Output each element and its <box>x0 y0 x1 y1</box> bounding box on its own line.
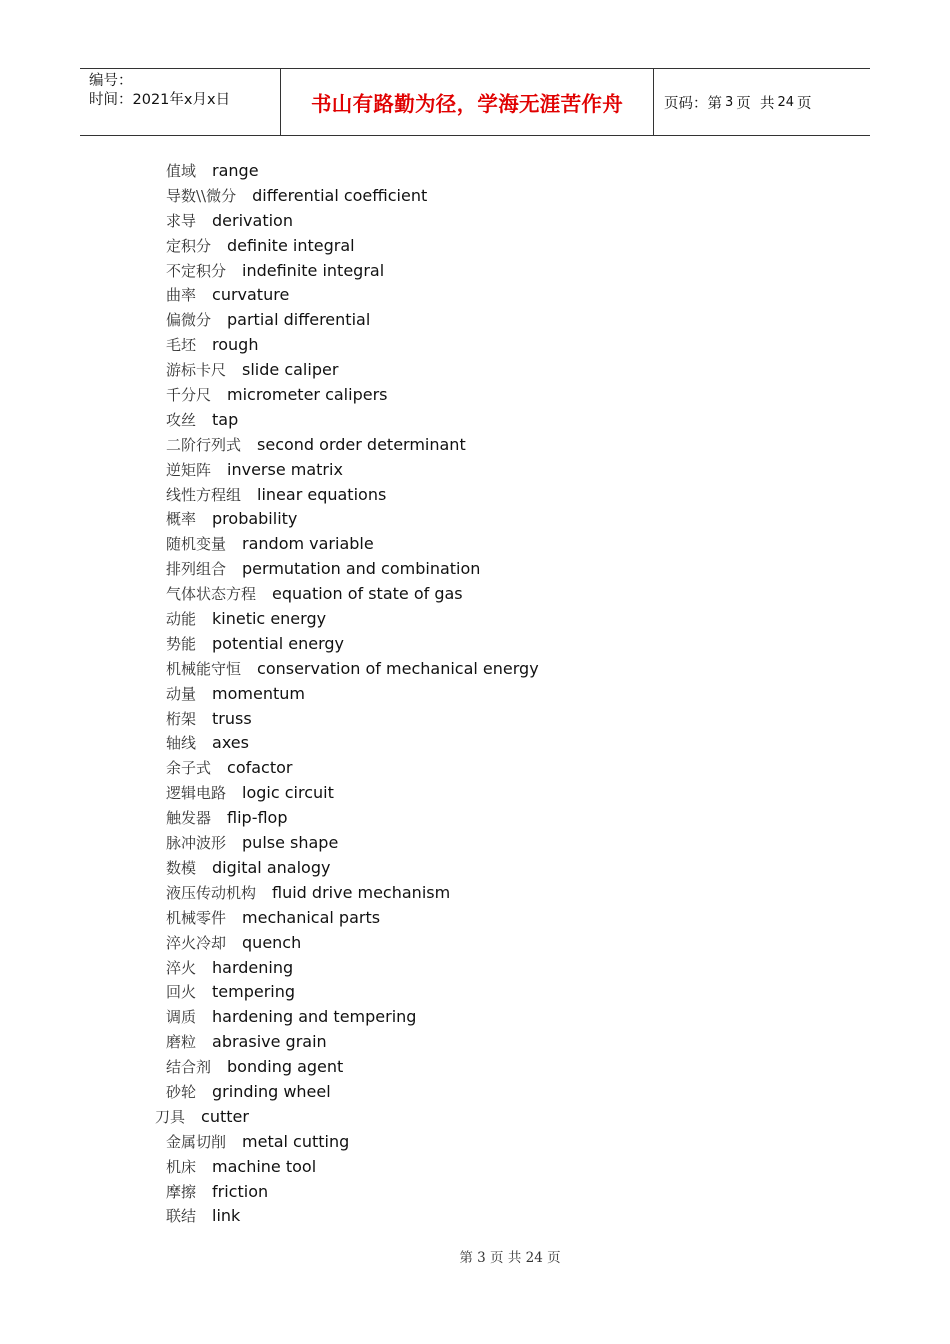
term-chinese: 逻辑电路 <box>166 784 227 803</box>
term-english: conservation of mechanical energy <box>257 658 539 678</box>
term-chinese: 二阶行列式 <box>166 435 242 454</box>
list-item <box>0 1005 950 1030</box>
term-chinese: 概率 <box>166 510 197 529</box>
term-english: kinetic energy <box>212 609 327 629</box>
term-chinese: 桁架 <box>166 709 197 728</box>
serial-number-label: 编号： <box>89 73 133 89</box>
list-item <box>0 458 950 483</box>
header-page-indicator <box>654 69 870 135</box>
term-chinese: 偏微分 <box>166 311 212 330</box>
term-english: range <box>212 161 259 180</box>
list-item <box>0 358 950 383</box>
term-chinese: 势能 <box>166 634 197 653</box>
term-chinese: 动能 <box>166 610 197 629</box>
term-english: tempering <box>212 982 296 1002</box>
term-chinese: 导数\\微分 <box>166 186 237 205</box>
list-item <box>0 856 950 881</box>
term-chinese: 随机变量 <box>166 535 227 554</box>
term-english: grinding wheel <box>212 1081 331 1101</box>
term-english: cofactor <box>227 758 293 778</box>
term-chinese: 气体状态方程 <box>166 585 257 604</box>
list-item <box>0 383 950 408</box>
term-chinese: 值域 <box>166 162 197 180</box>
list-item <box>0 632 950 657</box>
list-item <box>0 657 950 682</box>
list-item <box>0 906 950 931</box>
term-chinese: 淬火 <box>166 958 197 977</box>
list-item <box>0 707 950 732</box>
term-english: link <box>212 1206 241 1226</box>
list-item <box>0 931 950 956</box>
list-item <box>0 234 950 259</box>
term-chinese: 游标卡尺 <box>166 361 227 380</box>
term-english: fluid drive mechanism <box>272 882 451 902</box>
list-item <box>0 483 950 508</box>
term-english: digital analogy <box>212 857 331 877</box>
page-suffix: 页 <box>797 95 812 112</box>
term-english: momentum <box>212 683 305 703</box>
term-chinese: 数模 <box>166 858 197 877</box>
term-chinese: 逆矩阵 <box>166 460 212 479</box>
term-english: potential energy <box>212 633 345 653</box>
term-english: partial differential <box>227 310 371 330</box>
term-english: second order determinant <box>257 434 466 454</box>
term-chinese: 机械能守恒 <box>166 659 242 678</box>
term-english: indefinite integral <box>242 260 385 280</box>
list-item <box>0 806 950 831</box>
term-chinese: 回火 <box>166 983 197 1002</box>
term-english: equation of state of gas <box>272 584 463 604</box>
page-current: 3 <box>725 94 734 110</box>
term-chinese: 排列组合 <box>166 560 227 579</box>
term-chinese: 联结 <box>166 1207 197 1226</box>
list-item <box>0 1080 950 1105</box>
term-english: pulse shape <box>242 833 339 853</box>
term-english: quench <box>242 932 302 952</box>
term-chinese: 磨粒 <box>166 1033 197 1052</box>
term-english: truss <box>212 708 252 728</box>
list-item <box>0 308 950 333</box>
term-english: abrasive grain <box>212 1032 327 1052</box>
term-english: logic circuit <box>242 783 334 803</box>
term-english: derivation <box>212 210 293 230</box>
list-item <box>0 831 950 856</box>
list-item <box>0 731 950 756</box>
term-english: definite integral <box>227 235 355 255</box>
term-english: differential coefficient <box>252 185 428 205</box>
list-item <box>0 159 950 184</box>
term-chinese: 余子式 <box>166 759 212 778</box>
term-english: cutter <box>201 1106 249 1126</box>
list-item <box>0 433 950 458</box>
term-english: bonding agent <box>227 1057 344 1077</box>
header-motto: 书山有路勤为径，学海无涯苦作舟 <box>281 69 654 135</box>
term-english: flip-flop <box>227 808 288 828</box>
term-english: hardening <box>212 957 294 977</box>
list-item <box>0 1155 950 1180</box>
list-item <box>0 1105 950 1130</box>
list-item <box>0 980 950 1005</box>
list-item <box>0 582 950 607</box>
term-english: random variable <box>242 534 374 554</box>
term-chinese: 金属切削 <box>166 1132 227 1151</box>
page-footer: 第 3 页 共 24 页 <box>459 1250 561 1266</box>
list-item <box>0 259 950 284</box>
page-header <box>80 68 870 136</box>
list-item <box>0 283 950 308</box>
term-english: permutation and combination <box>242 559 481 579</box>
term-chinese: 刀具 <box>155 1107 186 1126</box>
list-item <box>0 408 950 433</box>
list-item <box>0 557 950 582</box>
page-total: 24 <box>777 94 795 110</box>
term-english: slide caliper <box>242 360 339 380</box>
term-chinese: 千分尺 <box>166 386 212 405</box>
list-item <box>0 507 950 532</box>
glossary-list <box>0 159 950 1229</box>
term-chinese: 脉冲波形 <box>166 834 227 853</box>
term-chinese: 砂轮 <box>166 1082 197 1101</box>
page-mid: 页 共 <box>736 95 775 112</box>
list-item <box>0 1204 950 1229</box>
page-prefix: 页码：第 <box>664 95 722 112</box>
date-label: 时间：2021年x月x日 <box>89 92 231 108</box>
term-english: linear equations <box>257 484 387 504</box>
term-english: tap <box>212 409 239 429</box>
term-chinese: 毛坯 <box>166 336 197 355</box>
list-item <box>0 1180 950 1205</box>
term-english: inverse matrix <box>227 459 343 479</box>
term-chinese: 结合剂 <box>166 1058 212 1077</box>
list-item <box>0 756 950 781</box>
term-english: rough <box>212 335 259 355</box>
list-item <box>0 956 950 981</box>
term-chinese: 淬火冷却 <box>166 933 227 952</box>
term-chinese: 摩擦 <box>166 1182 197 1201</box>
header-meta <box>80 69 281 135</box>
term-chinese: 攻丝 <box>166 410 197 429</box>
term-english: hardening and tempering <box>212 1007 417 1027</box>
list-item <box>0 781 950 806</box>
term-chinese: 机械零件 <box>166 908 227 927</box>
term-english: mechanical parts <box>242 907 381 927</box>
term-english: friction <box>212 1181 269 1201</box>
term-chinese: 定积分 <box>166 236 212 255</box>
term-chinese: 线性方程组 <box>166 485 242 504</box>
list-item <box>0 1130 950 1155</box>
term-english: machine tool <box>212 1156 317 1176</box>
list-item <box>0 682 950 707</box>
list-item <box>0 532 950 557</box>
term-chinese: 不定积分 <box>166 261 227 280</box>
term-chinese: 动量 <box>166 684 197 703</box>
term-chinese: 轴线 <box>166 734 197 753</box>
list-item <box>0 333 950 358</box>
term-chinese: 调质 <box>166 1008 197 1027</box>
list-item <box>0 184 950 209</box>
list-item <box>0 209 950 234</box>
term-english: probability <box>212 509 298 529</box>
term-chinese: 求导 <box>166 211 197 230</box>
term-chinese: 触发器 <box>166 809 212 828</box>
list-item <box>0 1030 950 1055</box>
term-english: micrometer calipers <box>227 385 388 405</box>
list-item <box>0 881 950 906</box>
term-english: metal cutting <box>242 1131 350 1151</box>
term-english: curvature <box>212 285 290 305</box>
term-chinese: 曲率 <box>166 286 197 305</box>
term-chinese: 液压传动机构 <box>166 883 257 902</box>
term-english: axes <box>212 733 249 753</box>
term-chinese: 机床 <box>166 1157 197 1176</box>
list-item <box>0 1055 950 1080</box>
list-item <box>0 607 950 632</box>
